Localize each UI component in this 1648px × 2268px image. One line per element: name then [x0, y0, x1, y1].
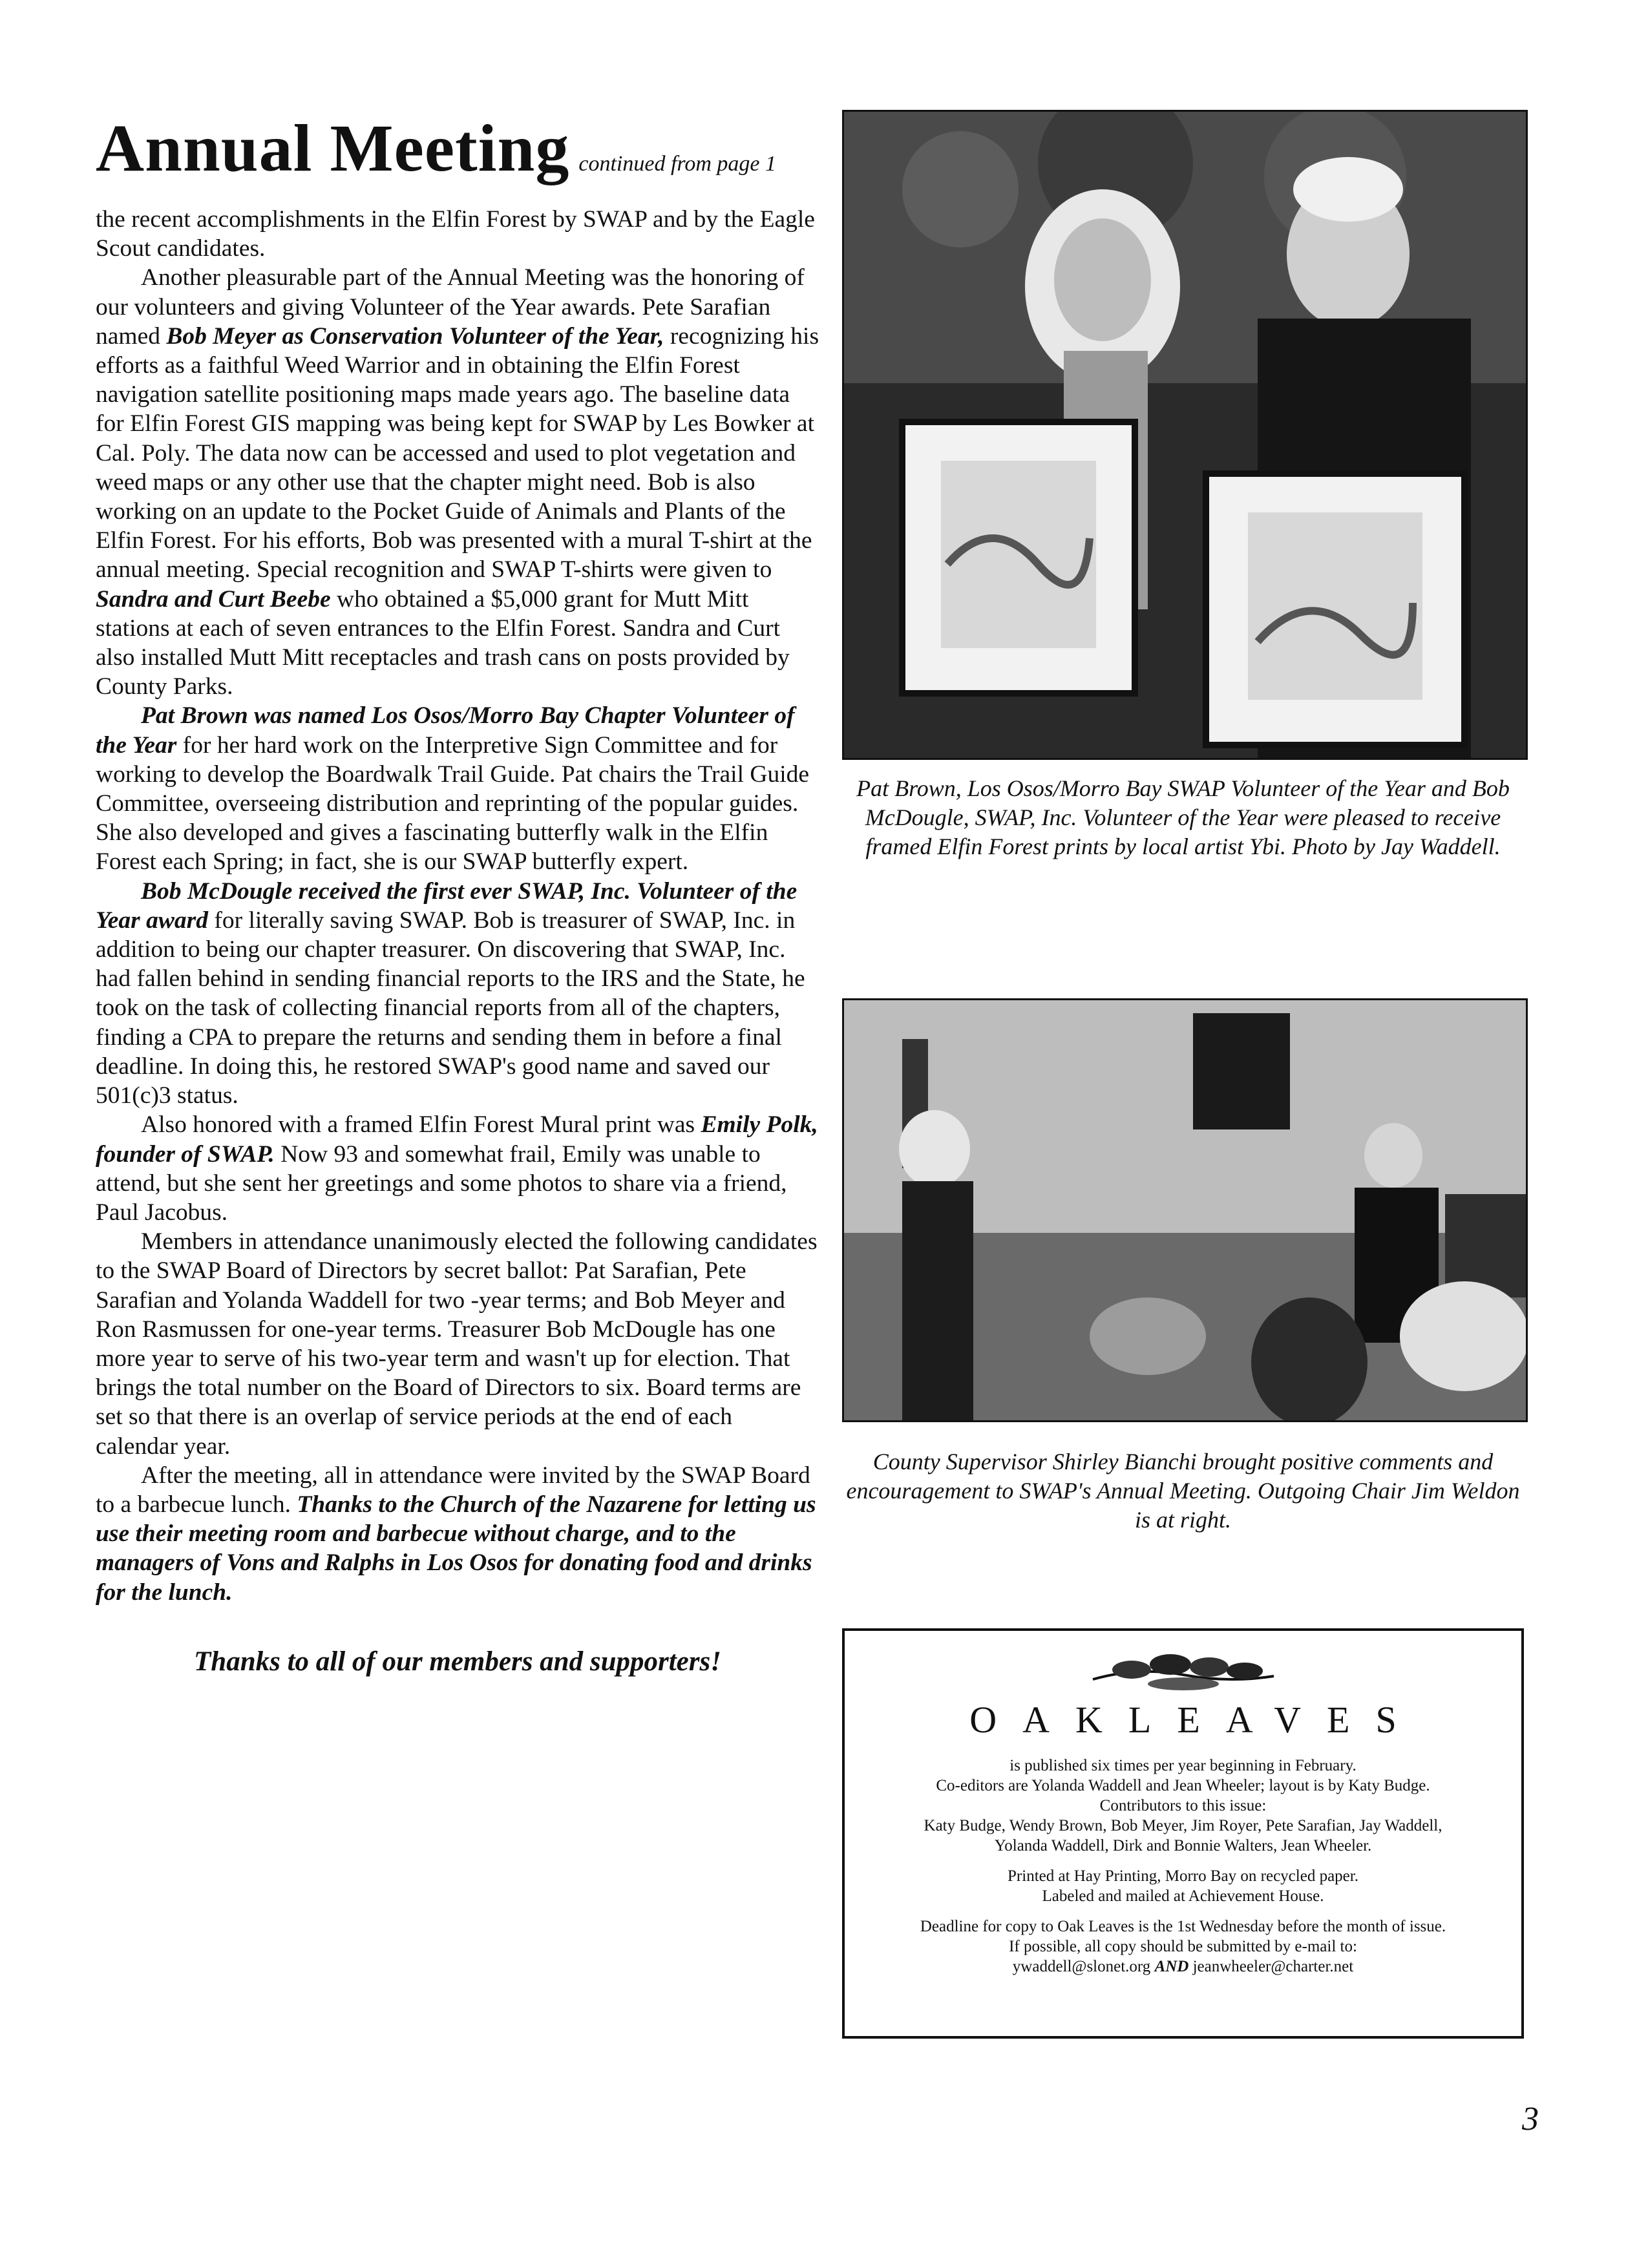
paragraph-3-highlight: Pat Brown was named Los Osos/Morro Bay Chapter Volunteer of the Year	[96, 702, 795, 759]
masthead-box	[842, 1628, 1524, 2039]
email-link-2[interactable]: jeanwheeler@charter.net	[1192, 1958, 1354, 1975]
masthead-printer-line: Printed at Hay Printing, Morro Bay on recycled paper.	[1008, 1867, 1358, 1885]
paragraph-6: Members in attendance unanimously elected the following candidates to the SWAP Board of Directors by secret ballot: Pat Sarafian, Pete Sarafian and Yolanda Waddell for two -year terms; and Bob Meyer and Ron Rasmussen for one-year terms. Treasurer Bob McDougle has one more year to serve of his two-year term and wasn't up for election. That brings the total number on the Board of Directors to six. Board terms are set so that there is an overlap of service periods at the end of each calendar year.	[96, 1228, 818, 1460]
masthead-email-line	[845, 1957, 1521, 1977]
volunteers-photo-caption: Pat Brown, Los Osos/Morro Bay SWAP Volunteer of the Year and Bob McDougle, SWAP, Inc. Volunteer of the Year were pleased to receive framed Elfin Forest prints by local artist Ybi. Photo by Jay Waddell.	[856, 775, 1510, 859]
volunteers-photo-image	[844, 112, 1526, 758]
article-title: Annual Meeting	[96, 111, 570, 185]
email-link-1[interactable]: ywaddell@slonet.org	[1012, 1958, 1151, 1975]
masthead-publish-line: is published six times per year beginning in February.	[1009, 1757, 1357, 1774]
paragraph-7	[96, 1461, 819, 1607]
paragraph-2	[96, 263, 819, 701]
paragraph-2-highlight: Bob Meyer as Conservation Volunteer of the Year,	[166, 322, 664, 350]
meeting-photo-caption: County Supervisor Shirley Bianchi brought positive comments and encouragement to SWAP's Annual Meeting. Outgoing Chair Jim Weldon is at right.	[846, 1449, 1520, 1533]
paragraph-7-text: After the meeting, all in attendance were invited by the SWAP Board to a barbecue lunch.	[96, 1462, 810, 1518]
paragraph-4-highlight: Bob McDougle received the first ever SWAP, Inc. Volunteer of the Year award	[96, 877, 798, 934]
paragraph-2-text-b: recognizing his efforts as a faithful Weed Warrior and in obtaining the Elfin Forest navigation satellite positioning maps made years ago. The baseline data for Elfin Forest GIS mapping was being kept for SWAP by Les Bowker at Cal. Poly. The data now can be accessed and used to plot vegetation and weed maps or any other use that the chapter might need. Bob is also working on an update to the Pocket Guide of Animals and Plants of the Elfin Forest. For his efforts, Bob was presented with a mural T-shirt at the annual meeting. Special recognition and SWAP T-shirts were given to	[96, 322, 819, 583]
masthead-contributors-heading: Contributors to this issue:	[1099, 1797, 1267, 1814]
masthead-contributors-line-2: Yolanda Waddell, Dirk and Bonnie Walters, Jean Wheeler.	[994, 1837, 1372, 1854]
paragraph-3	[96, 701, 819, 876]
paragraph-1: the recent accomplishments in the Elfin Forest by SWAP and by the Eagle Scout candidates.	[96, 206, 815, 262]
masthead-deadline-line: Deadline for copy to Oak Leaves is the 1st Wednesday before the month of issue.	[920, 1918, 1446, 1935]
paragraph-4-text: for literally saving SWAP. Bob is treasurer of SWAP, Inc. in addition to being our chapter treasurer. On discovering that SWAP, Inc. had fallen behind in sending financial reports to the IRS and the State, he took on the task of collecting financial reports from all of the chapters, finding a CPA to prepare the returns and sending them in before a final deadline. In doing this, he restored SWAP's good name and saved our 501(c)3 status.	[96, 907, 805, 1109]
paragraph-5-text-b: Now 93 and somewhat frail, Emily was unable to attend, but she sent her greetings and some photos to share via a friend, Paul Jacobus.	[96, 1140, 787, 1226]
paragraph-4	[96, 877, 819, 1111]
paragraph-2-text: Another pleasurable part of the Annual Meeting was the honoring of our volunteers and giving Volunteer of the Year awards. Pete Sarafian named	[96, 264, 805, 350]
paragraph-2-highlight-b: Sandra and Curt Beebe	[96, 585, 331, 613]
oak-branch-logo	[1086, 1650, 1280, 1696]
meeting-photo	[842, 998, 1528, 1422]
page-number: 3	[1522, 2101, 1539, 2137]
paragraph-3-text: for her hard work on the Interpretive Sign Committee and for working to develop the Boardwalk Trail Guide. Pat chairs the Trail Guide Committee, overseeing distribution and reprinting of the popular guides. She also developed and gives a fascinating butterfly walk in the Elfin Forest each Spring; in fact, she is our SWAP butterfly expert.	[96, 731, 810, 876]
closing-thanks: Thanks to all of our members and supporters!	[194, 1646, 721, 1677]
masthead-editors-line: Co-editors are Yolanda Waddell and Jean Wheeler; layout is by Katy Budge.	[936, 1777, 1430, 1794]
masthead-spacer-1	[845, 1856, 1521, 1866]
masthead-title: OAKLEAVES	[969, 1699, 1422, 1741]
paragraph-5	[96, 1110, 819, 1227]
continued-note: continued from page 1	[578, 152, 777, 176]
paragraph-5-text: Also honored with a framed Elfin Forest Mural print was	[141, 1111, 695, 1139]
email-and: AND	[1154, 1958, 1189, 1975]
masthead-spacer-2	[845, 1906, 1521, 1916]
masthead-email-note: If possible, all copy should be submitted by e-mail to:	[1009, 1938, 1357, 1955]
article-column	[96, 110, 819, 1677]
paragraph-5-highlight: Emily Polk, founder of SWAP.	[96, 1111, 818, 1168]
meeting-photo-image	[844, 1000, 1526, 1420]
paragraph-7-highlight: Thanks to the Church of the Nazarene for letting us use their meeting room and barbecue without charge, and to the managers of Vons and Ralphs in Los Osos for donating food and drinks for the lunch.	[96, 1491, 816, 1606]
article-headline	[96, 110, 819, 187]
masthead-contributors-line-1: Katy Budge, Wendy Brown, Bob Meyer, Jim Royer, Pete Sarafian, Jay Waddell,	[924, 1817, 1442, 1834]
volunteers-photo	[842, 110, 1528, 760]
paragraph-2-text-c: who obtained a $5,000 grant for Mutt Mitt stations at each of seven entrances to the Elfin Forest. Sandra and Curt also installed Mutt Mitt receptacles and trash cans on posts provided by County Parks.	[96, 585, 790, 700]
masthead-mailing-line: Labeled and mailed at Achievement House.	[1042, 1887, 1324, 1905]
